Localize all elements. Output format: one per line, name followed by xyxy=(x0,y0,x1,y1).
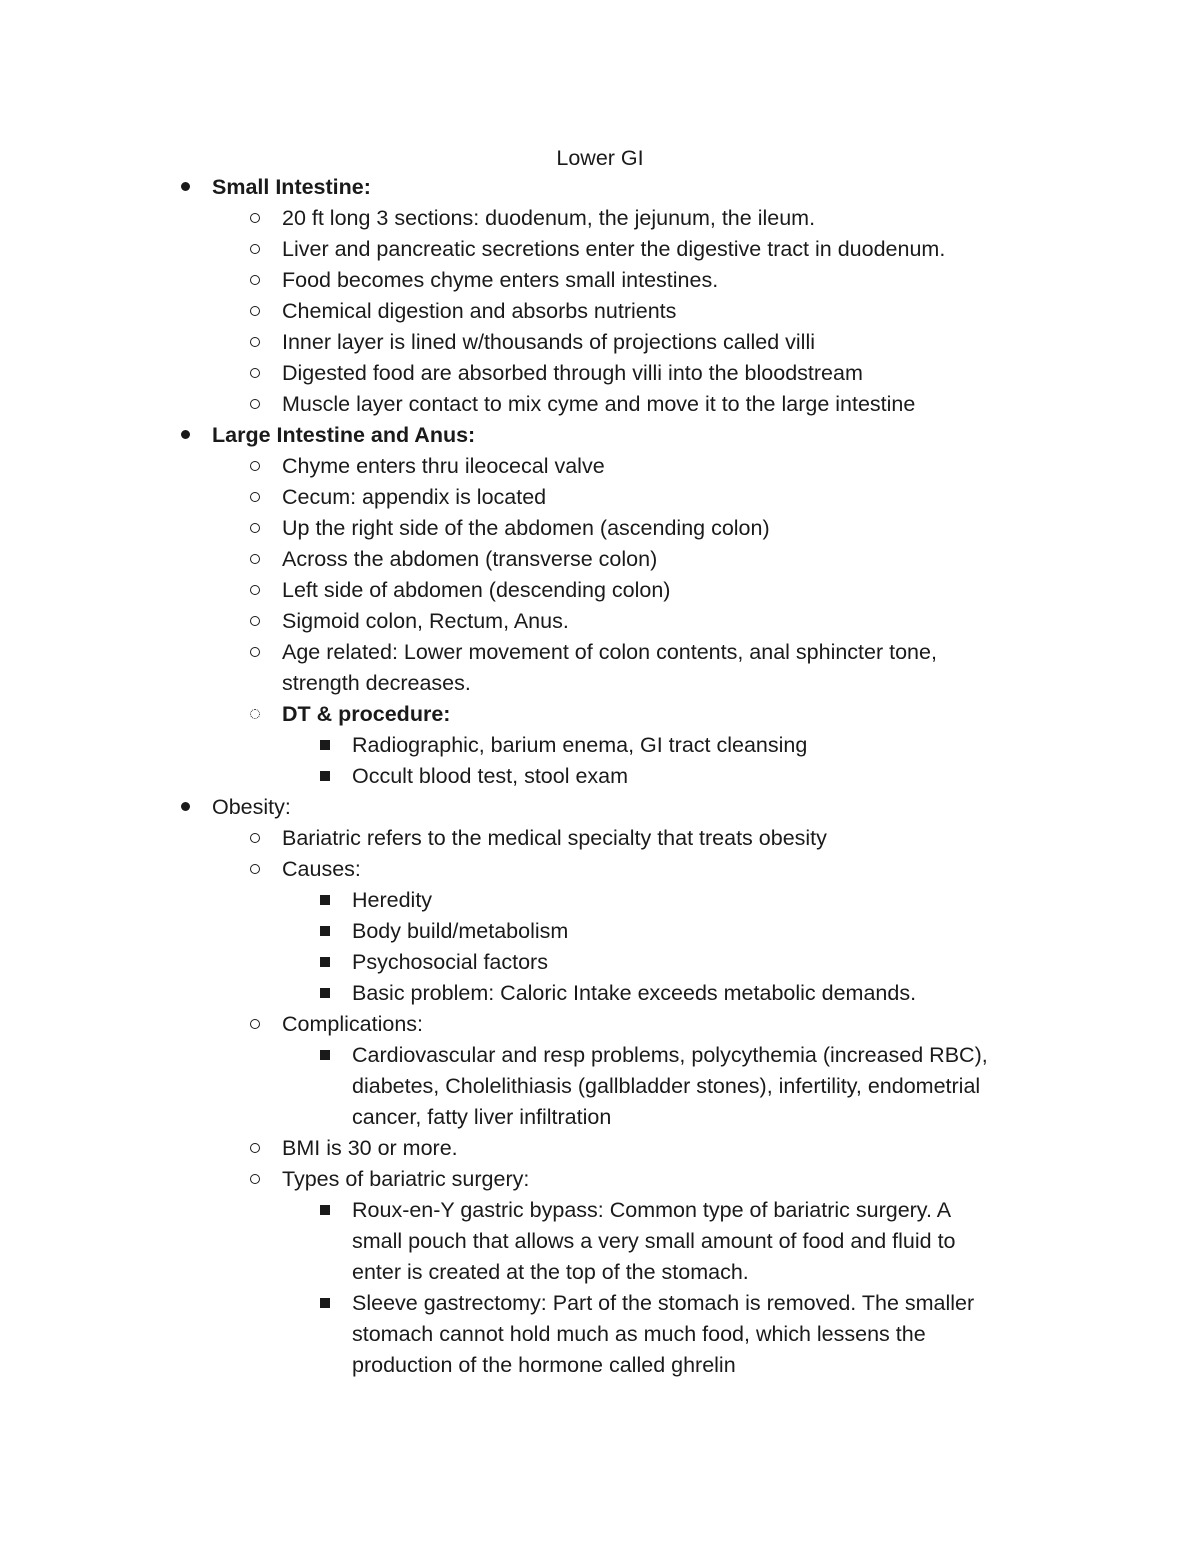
square-bullet-icon xyxy=(315,1195,335,1226)
list-item: Occult blood test, stool exam xyxy=(0,761,1200,792)
hollow-circle-bullet-icon xyxy=(245,327,265,358)
list-item: Basic problem: Caloric Intake exceeds metabolic demands. xyxy=(0,978,1200,1009)
square-bullet-icon xyxy=(315,1040,335,1071)
list-item-continuation: small pouch that allows a very small amount of food and fluid to xyxy=(352,1229,956,1253)
list-item: Food becomes chyme enters small intestines. xyxy=(0,265,1200,296)
filled-circle-bullet-icon xyxy=(175,172,195,203)
outline xyxy=(0,172,1200,1381)
hollow-circle-bullet-icon xyxy=(245,575,265,606)
section-heading-large-intestine: Large Intestine and Anus: xyxy=(0,420,1200,451)
list-item: Digested food are absorbed through villi into the bloodstream xyxy=(0,358,1200,389)
list-item: 20 ft long 3 sections: duodenum, the jejunum, the ileum. xyxy=(0,203,1200,234)
list-item: Sleeve gastrectomy: Part of the stomach is removed. The smaller xyxy=(0,1288,1200,1319)
list-item: Radiographic, barium enema, GI tract cleansing xyxy=(0,730,1200,761)
filled-circle-bullet-icon xyxy=(175,420,195,451)
list-item-continuation: cancer, fatty liver infiltration xyxy=(352,1105,612,1129)
section-heading-obesity: Obesity: xyxy=(0,792,1200,823)
list-item: Bariatric refers to the medical specialty that treats obesity xyxy=(0,823,1200,854)
hollow-circle-bullet-icon xyxy=(245,513,265,544)
hollow-circle-bullet-icon xyxy=(245,451,265,482)
list-item: Inner layer is lined w/thousands of projections called villi xyxy=(0,327,1200,358)
hollow-circle-bullet-icon xyxy=(245,203,265,234)
list-item-causes: Causes: xyxy=(0,854,1200,885)
square-bullet-icon xyxy=(315,978,335,1009)
list-item: Cardiovascular and resp problems, polycythemia (increased RBC), xyxy=(0,1040,1200,1071)
hollow-circle-bullet-icon xyxy=(245,544,265,575)
list-item: Chyme enters thru ileocecal valve xyxy=(0,451,1200,482)
square-bullet-icon xyxy=(315,730,335,761)
square-bullet-icon xyxy=(315,916,335,947)
hollow-circle-bullet-icon xyxy=(245,265,265,296)
list-item-continuation: production of the hormone called ghrelin xyxy=(352,1353,736,1377)
list-item-continuation: strength decreases. xyxy=(282,671,471,695)
list-item-age-related: Age related: Lower movement of colon contents, anal sphincter tone, xyxy=(0,637,1200,668)
list-item-surgery-types: Types of bariatric surgery: xyxy=(0,1164,1200,1195)
hollow-circle-bullet-icon xyxy=(245,637,265,668)
hollow-circle-bullet-icon xyxy=(245,823,265,854)
list-item-continuation: enter is created at the top of the stomach. xyxy=(352,1260,749,1284)
filled-circle-bullet-icon xyxy=(175,792,195,823)
hollow-circle-bullet-icon xyxy=(245,296,265,327)
dotted-circle-bullet-icon xyxy=(245,699,265,730)
list-item-continuation: diabetes, Cholelithiasis (gallbladder stones), infertility, endometrial xyxy=(352,1074,981,1098)
list-item: BMI is 30 or more. xyxy=(0,1133,1200,1164)
list-item: Heredity xyxy=(0,885,1200,916)
list-item: Muscle layer contact to mix cyme and move it to the large intestine xyxy=(0,389,1200,420)
list-item: Cecum: appendix is located xyxy=(0,482,1200,513)
list-item: Across the abdomen (transverse colon) xyxy=(0,544,1200,575)
list-item: Roux-en-Y gastric bypass: Common type of bariatric surgery. A xyxy=(0,1195,1200,1226)
list-item: Sigmoid colon, Rectum, Anus. xyxy=(0,606,1200,637)
list-item: Chemical digestion and absorbs nutrients xyxy=(0,296,1200,327)
hollow-circle-bullet-icon xyxy=(245,482,265,513)
square-bullet-icon xyxy=(315,885,335,916)
list-item-continuation: stomach cannot hold much as much food, which lessens the xyxy=(352,1322,926,1346)
list-item: Liver and pancreatic secretions enter the digestive tract in duodenum. xyxy=(0,234,1200,265)
hollow-circle-bullet-icon xyxy=(245,606,265,637)
list-item: Psychosocial factors xyxy=(0,947,1200,978)
square-bullet-icon xyxy=(315,947,335,978)
hollow-circle-bullet-icon xyxy=(245,1164,265,1195)
hollow-circle-bullet-icon xyxy=(245,1133,265,1164)
list-item-complications: Complications: xyxy=(0,1009,1200,1040)
hollow-circle-bullet-icon xyxy=(245,234,265,265)
hollow-circle-bullet-icon xyxy=(245,358,265,389)
section-heading-small-intestine: Small Intestine: xyxy=(0,172,1200,203)
list-item: Body build/metabolism xyxy=(0,916,1200,947)
list-item: Up the right side of the abdomen (ascending colon) xyxy=(0,513,1200,544)
square-bullet-icon xyxy=(315,1288,335,1319)
page-title: Lower GI xyxy=(556,146,644,170)
square-bullet-icon xyxy=(315,761,335,792)
subheading-dt-procedure: DT & procedure: xyxy=(0,699,1200,730)
hollow-circle-bullet-icon xyxy=(245,389,265,420)
hollow-circle-bullet-icon xyxy=(245,1009,265,1040)
list-item: Left side of abdomen (descending colon) xyxy=(0,575,1200,606)
hollow-circle-bullet-icon xyxy=(245,854,265,885)
